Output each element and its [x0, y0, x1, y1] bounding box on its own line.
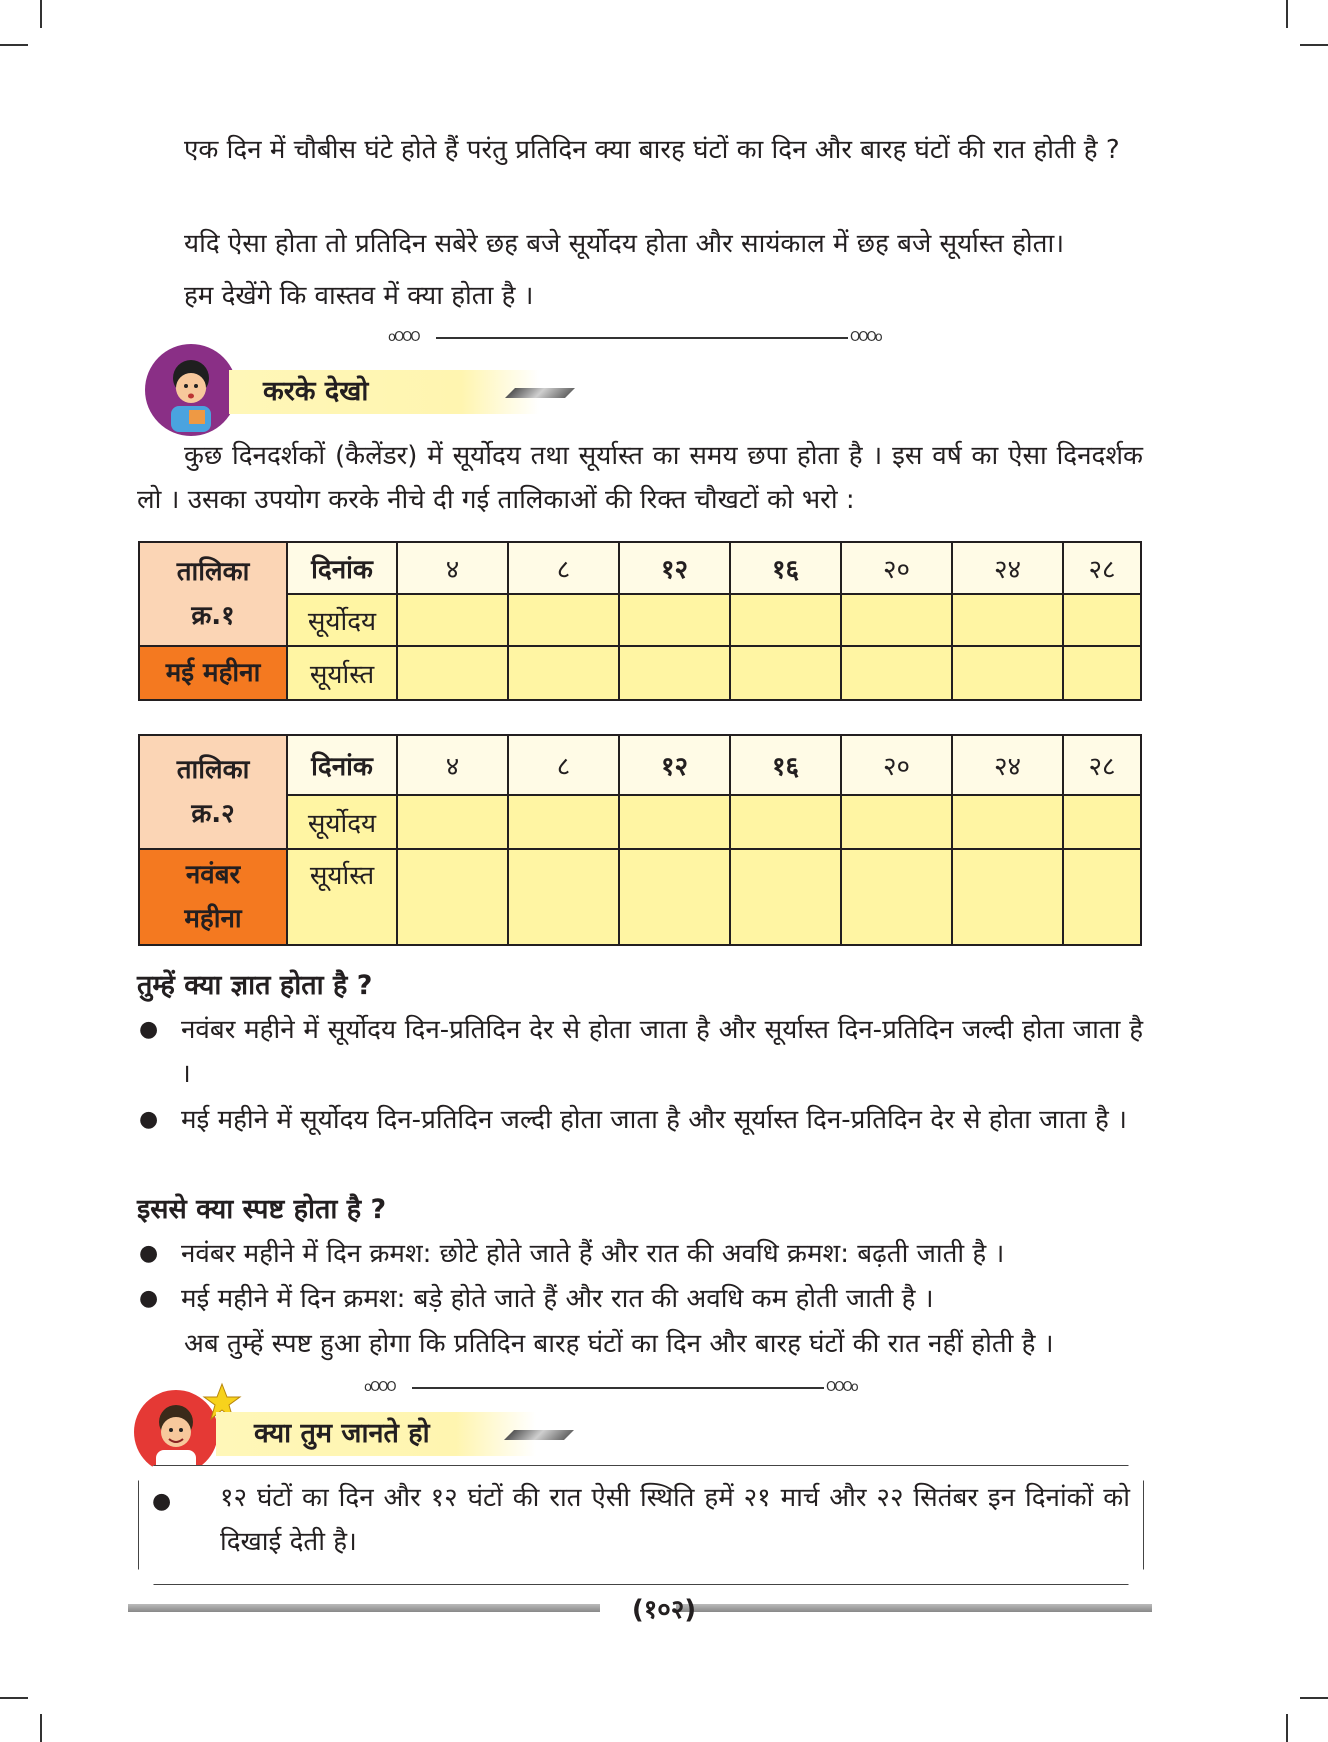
row-header-date: दिनांक: [287, 542, 397, 594]
heading-stripe: [505, 388, 575, 398]
blank-cell[interactable]: [619, 849, 730, 945]
date-cell: २८: [1063, 735, 1141, 795]
list-item-text: नवंबर महीने में दिन क्रमश: छोटे होते जाते हैं और रात की अवधि क्रमश: बढ़ती जाती है ।: [181, 1239, 1005, 1269]
month-label: मई महीना: [139, 646, 287, 700]
blank-cell[interactable]: [952, 849, 1063, 945]
heading-stripe: [504, 1430, 574, 1440]
blank-cell[interactable]: [619, 594, 730, 646]
blank-cell[interactable]: [841, 849, 952, 945]
bullet-icon: ●: [139, 1107, 159, 1132]
bullet-icon: ●: [139, 1286, 159, 1311]
table-label-cell: [139, 542, 287, 646]
row-header-sunrise: सूर्योदय: [287, 795, 397, 849]
blank-cell[interactable]: [1063, 646, 1141, 700]
blank-cell[interactable]: [952, 795, 1063, 849]
activity-title: करके देखो: [263, 376, 369, 407]
table-number: क्र.१: [191, 601, 235, 631]
table-row: [139, 542, 1141, 594]
blank-cell[interactable]: [841, 594, 952, 646]
date-cell: ४: [397, 542, 508, 594]
table-row: [139, 849, 1141, 945]
table-row: [139, 795, 1141, 849]
crop-mark: [1300, 44, 1328, 46]
page-number: (१०२): [631, 1595, 697, 1625]
blank-cell[interactable]: [1063, 594, 1141, 646]
row-header-date: दिनांक: [287, 735, 397, 795]
table-row: [139, 735, 1141, 795]
blank-cell[interactable]: [730, 594, 841, 646]
table-may: [138, 541, 1142, 701]
conclude-heading: इससे क्या स्पष्ट होता है ?: [137, 1194, 387, 1225]
list-item-text: मई महीने में दिन क्रमश: बड़े होते जाते हैं और रात की अवधि कम होती जाती है ।: [181, 1284, 934, 1314]
list-item: [137, 1008, 1143, 1096]
table-label-cell: [139, 735, 287, 849]
crop-mark: [0, 44, 28, 46]
list-item-text: मई महीने में सूर्योदय दिन-प्रतिदिन जल्दी होता जाता है और सूर्यास्त दिन-प्रतिदिन देर से होता जाता है ।: [181, 1105, 1127, 1135]
date-cell: १६: [730, 542, 841, 594]
date-cell: ४: [397, 735, 508, 795]
row-header-sunrise: सूर्योदय: [287, 594, 397, 646]
closing-paragraph: अब तुम्हें स्पष्ट हुआ होगा कि प्रतिदिन बारह घंटों का दिन और बारह घंटों की रात नहीं होती है ।: [184, 1329, 1054, 1359]
blank-cell[interactable]: [508, 594, 619, 646]
section-divider: oOOO OOOo: [388, 330, 881, 345]
list-item: [150, 1476, 1130, 1564]
blank-cell[interactable]: [841, 646, 952, 700]
blank-cell[interactable]: [730, 795, 841, 849]
list-item-text: नवंबर महीने में सूर्योदय दिन-प्रतिदिन देर से होता जाता है और सूर्यास्त दिन-प्रतिदिन जल्दी होता जाता है ।: [181, 1015, 1143, 1089]
date-cell: २०: [841, 735, 952, 795]
footer-bar-right: [676, 1604, 1152, 1612]
intro-paragraph-2: यदि ऐसा होता तो प्रतिदिन सबेरे छह बजे सूर्योदय होता और सायंकाल में छह बजे सूर्यास्त होता।: [184, 229, 1065, 259]
crop-mark: [1286, 0, 1288, 28]
date-cell: १६: [730, 735, 841, 795]
blank-cell[interactable]: [1063, 849, 1141, 945]
crop-mark: [40, 0, 42, 28]
didyouknow-title: क्या तुम जानते हो: [254, 1418, 430, 1449]
section-divider: oOOO OOOo: [364, 1380, 857, 1395]
crop-mark: [1300, 1697, 1328, 1699]
activity-instruction: कुछ दिनदर्शकों (कैलेंडर) में सूर्योदय तथा सूर्यास्त का समय छपा होता है । इस वर्ष का ऐसा दिनदर्शक लो । उसका उपयोग करके नीचे दी गई तालिकाओं की रिक्त चौखटों को भरो :: [137, 441, 1143, 515]
crop-mark: [1286, 1714, 1288, 1742]
crop-mark: [0, 1697, 28, 1699]
blank-cell[interactable]: [730, 849, 841, 945]
table-label: तालिका: [176, 557, 250, 587]
table-label: तालिका: [176, 755, 250, 785]
intro-paragraph-1: एक दिन में चौबीस घंटे होते हैं परंतु प्रतिदिन क्या बारह घंटों का दिन और बारह घंटों की रात होती है ?: [184, 135, 1120, 165]
crop-mark: [40, 1714, 42, 1742]
didyouknow-fact: १२ घंटों का दिन और १२ घंटों की रात ऐसी स्थिति हमें २१ मार्च और २२ सितंबर इन दिनांकों को दिखाई देती है।: [220, 1483, 1130, 1557]
blank-cell[interactable]: [508, 795, 619, 849]
blank-cell[interactable]: [1063, 795, 1141, 849]
table-row: [139, 594, 1141, 646]
date-cell: २०: [841, 542, 952, 594]
blank-cell[interactable]: [508, 849, 619, 945]
table-row: [139, 646, 1141, 700]
blank-cell[interactable]: [841, 795, 952, 849]
month-label: [139, 849, 287, 945]
list-item: [137, 1232, 1143, 1276]
date-cell: २८: [1063, 542, 1141, 594]
blank-cell[interactable]: [397, 594, 508, 646]
date-cell: ८: [508, 735, 619, 795]
blank-cell[interactable]: [952, 646, 1063, 700]
date-cell: २४: [952, 735, 1063, 795]
boy-face-icon: [145, 344, 237, 436]
blank-cell[interactable]: [619, 795, 730, 849]
blank-cell[interactable]: [952, 594, 1063, 646]
row-header-sunset: सूर्यास्त: [287, 849, 397, 945]
didyouknow-heading: [134, 1382, 604, 1474]
month-line-2: महीना: [184, 904, 242, 934]
blank-cell[interactable]: [508, 646, 619, 700]
footer-bar-left: [128, 1604, 600, 1612]
date-cell: ८: [508, 542, 619, 594]
intro-paragraph-3: हम देखेंगे कि वास्तव में क्या होता है ।: [184, 281, 534, 311]
bullet-icon: ●: [139, 1017, 159, 1042]
date-cell: १२: [619, 735, 730, 795]
boy-avatar-icon: [145, 344, 237, 436]
date-cell: २४: [952, 542, 1063, 594]
activity-heading: [145, 344, 605, 434]
blank-cell[interactable]: [397, 795, 508, 849]
blank-cell[interactable]: [730, 646, 841, 700]
blank-cell[interactable]: [397, 646, 508, 700]
observe-heading: तुम्हें क्या ज्ञात होता है ?: [137, 970, 373, 1001]
month-line-1: नवंबर: [185, 860, 241, 890]
bullet-icon: ●: [152, 1489, 172, 1514]
blank-cell[interactable]: [397, 849, 508, 945]
row-header-sunset: सूर्यास्त: [287, 646, 397, 700]
blank-cell[interactable]: [619, 646, 730, 700]
list-item: [137, 1277, 1143, 1321]
table-november: [138, 734, 1142, 946]
date-cell: १२: [619, 542, 730, 594]
list-item: [137, 1098, 1143, 1142]
table-number: क्र.२: [191, 799, 235, 829]
bullet-icon: ●: [139, 1241, 159, 1266]
